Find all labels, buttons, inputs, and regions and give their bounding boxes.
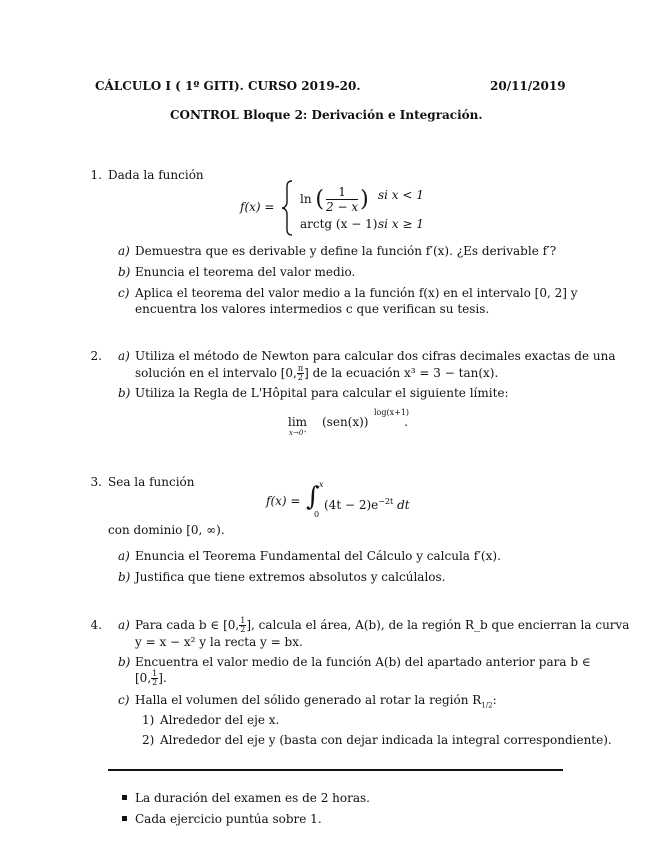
exercise-3-number: 3. [90, 475, 102, 489]
piecewise-function [238, 180, 438, 240]
course-heading: CÁLCULO I ( 1º GITI). CURSO 2019-20. [95, 79, 361, 93]
ex1-c-label: c) [118, 286, 130, 300]
limit-expression [288, 408, 428, 440]
case-1-fraction: $\frac{1}{2 - x}$ [326, 185, 359, 214]
ex3-a-text: Enuncia el Teorema Fundamental del Cálculo y calcula f′(x). [135, 549, 501, 563]
exercise-4-number: 4. [90, 618, 102, 632]
ex2-a-text-1: Utiliza el método de Newton para calcular dos cifras decimales exactas de una [135, 349, 616, 363]
horizontal-rule [108, 769, 563, 771]
ex4-b-label: b) [118, 655, 131, 669]
ex4-c-label: c) [118, 693, 130, 707]
ex2-a-label: a) [118, 349, 130, 363]
ex4-a-text-1: Para cada b ∈ [0, $\frac{1}{2}$ ], calcula el área, A(b), de la región R_b que encierran la curva [135, 616, 630, 634]
ex2-b-label: b) [118, 386, 131, 400]
lim-subscript: x→0⁺ [289, 429, 307, 437]
ex2-b-text: Utiliza la Regla de L'Hôpital para calcular el siguiente límite: [135, 386, 509, 400]
ex4-b-text-1: Encuentra el valor medio de la función A(b) del apartado anterior para b ∈ [135, 655, 591, 669]
note-scoring: Cada ejercicio puntúa sobre 1. [135, 812, 322, 826]
ex4-c1-label: 1) [142, 713, 155, 727]
ln-label: ln [300, 192, 312, 206]
case-1-expression: ln ( $\frac{1}{2 - x}$ ) [300, 185, 369, 214]
integral-lower-limit: 0 [314, 510, 320, 519]
ex4-c-text: Halla el volumen del sólido generado al rotar la región $R_{1/2}$: [135, 693, 497, 710]
ex3-b-label: b) [118, 570, 131, 584]
ex4-a-text-2: y = x − x² y la recta y = bx. [135, 635, 303, 649]
bullet-icon [122, 795, 127, 800]
case-2-condition: si x ≥ 1 [378, 217, 424, 231]
case-1-condition: si x < 1 [378, 188, 424, 202]
exam-date: 20/11/2019 [490, 79, 566, 93]
ex1-c-text-2: encuentra los valores intermedios c que verifican su tesis. [135, 302, 490, 316]
ex4-c2-text: Alrededor del eje y (basta con dejar indicada la integral correspondiente). [160, 733, 612, 747]
note-duration: La duración del examen es de 2 horas. [135, 791, 370, 805]
integral-upper-limit: x [319, 480, 324, 489]
exercise-2-number: 2. [90, 349, 102, 363]
exercise-1-number: 1. [90, 168, 102, 182]
ex4-a-label: a) [118, 618, 130, 632]
lim-exponent: log(x+1) [374, 408, 410, 417]
exercise-1-intro: Dada la función [108, 168, 204, 182]
integrand: $(4t - 2)e^{-2t}$ dt [324, 497, 410, 512]
piecewise-lhs: f(x) = [240, 200, 275, 214]
integral-lhs: f(x) = [266, 494, 301, 508]
left-brace-icon [280, 180, 294, 236]
integral-icon: ∫ [306, 482, 320, 512]
ex1-a-text: Demuestra que es derivable y define la función f′(x). ¿Es derivable f′? [135, 244, 557, 258]
case-2-expression: arctg (x − 1) [300, 217, 378, 231]
lim-label: lim [288, 415, 308, 429]
ex2-a-text-2: solución en el intervalo [0, $\frac{\pi}{2}$ ] de la ecuación x³ = 3 − tan(x). [135, 364, 499, 382]
ex4-c2-label: 2) [142, 733, 155, 747]
ex1-a-label: a) [118, 244, 130, 258]
ex3-a-label: a) [118, 549, 130, 563]
integral-function [266, 482, 416, 522]
ex1-b-text: Enuncia el teorema del valor medio. [135, 265, 356, 279]
exercise-3-intro: Sea la función [108, 475, 195, 489]
exam-title: CONTROL Bloque 2: Derivación e Integración. [170, 108, 483, 122]
ex1-c-text-1: Aplica el teorema del valor medio a la función f(x) en el intervalo [0, 2] y [135, 286, 578, 300]
ex3-b-text: Justifica que tiene extremos absolutos y calcúlalos. [135, 570, 446, 584]
ex1-b-label: b) [118, 265, 131, 279]
ex4-b-text-2: [0, $\frac{1}{2}$ ]. [135, 669, 167, 687]
ex4-c1-text: Alrededor del eje x. [160, 713, 280, 727]
lim-period: . [404, 415, 408, 429]
exercise-3-domain: con dominio [0, ∞). [108, 523, 225, 537]
bullet-icon [122, 816, 127, 821]
lim-base: (sen(x)) [322, 415, 369, 429]
